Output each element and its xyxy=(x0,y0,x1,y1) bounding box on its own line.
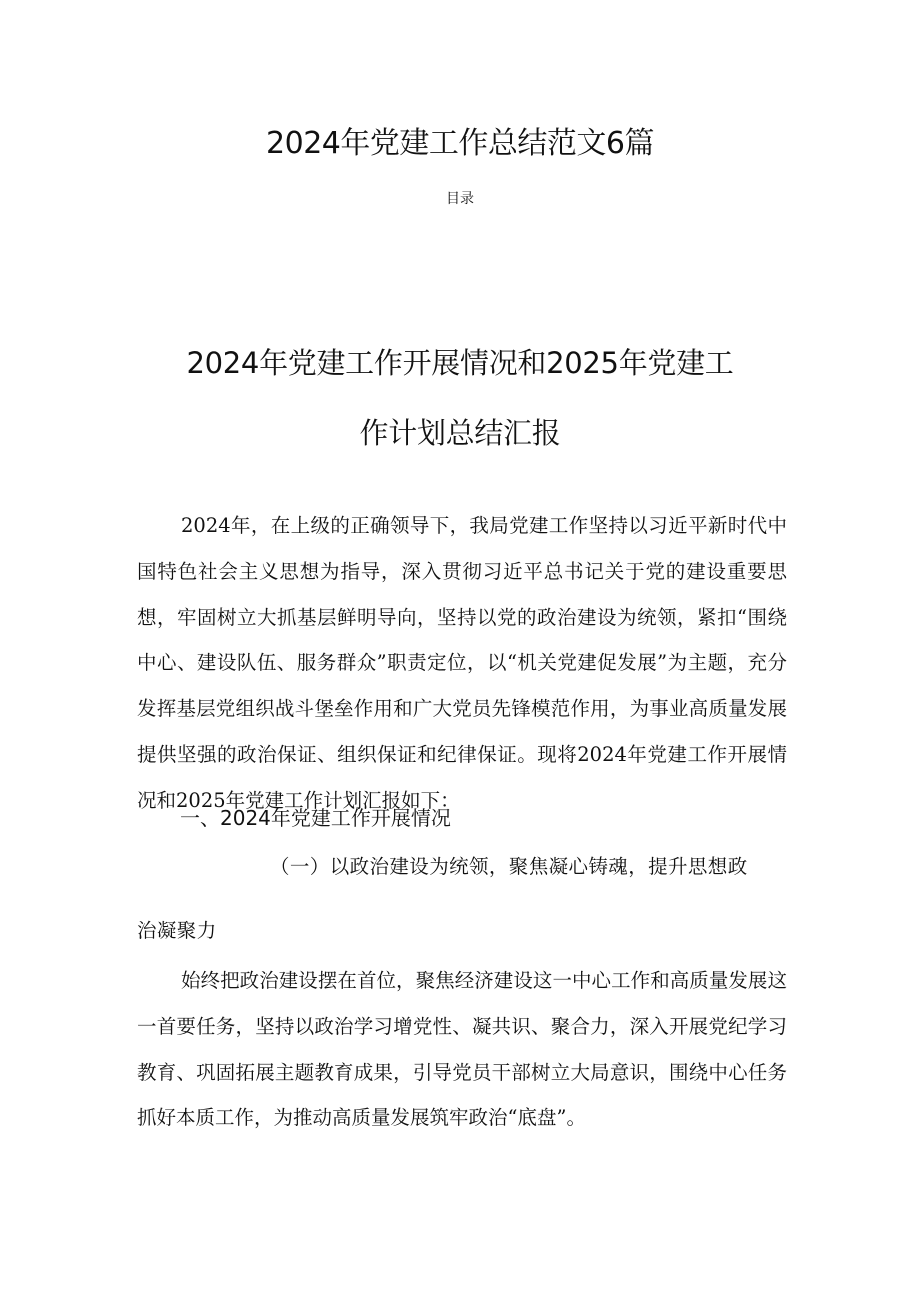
section-heading: 一、2024年党建工作开展情况 xyxy=(180,806,451,830)
article-title-line-2: 作计划总结汇报 xyxy=(359,416,561,450)
intro-paragraph: 2024年，在上级的正确领导下，我局党建工作坚持以习近平新时代中国特色社会主义思想为指导，深入贯彻习近平总书记关于党的建设重要思想，牢固树立大抓基层鲜明导向，坚持以党的政治建设为统领，紧扣“围绕中心、建设队伍、服务群众”职责定位，以“机关党建促发展”为主题，充分发挥基层党组织战斗堡垒作用和广大党员先锋模范作用，为事业高质量发展提供坚强的政治保证、组织保证和纪律保证。现将2024年党建工作开展情况和2025年党建工作计划汇报如下： xyxy=(137,514,787,812)
subheading-line-2: 治凝聚力 xyxy=(137,919,217,942)
table-of-contents-label: 目录 xyxy=(446,191,474,207)
subheading-line-1: （一）以政治建设为统领，聚焦凝心铸魂，提升思想政 xyxy=(270,855,748,878)
document-title: 2024年党建工作总结范文6篇 xyxy=(266,126,654,161)
body-paragraph: 始终把政治建设摆在首位，聚焦经济建设这一中心工作和高质量发展这一首要任务，坚持以政治学习增党性、凝共识、聚合力，深入开展党纪学习教育、巩固拓展主题教育成果，引导党员干部树立大局意识，围绕中心任务抓好本质工作，为推动高质量发展筑牢政治“底盘”。 xyxy=(137,969,787,1130)
article-title-line-1: 2024年党建工作开展情况和2025年党建工 xyxy=(186,346,734,380)
